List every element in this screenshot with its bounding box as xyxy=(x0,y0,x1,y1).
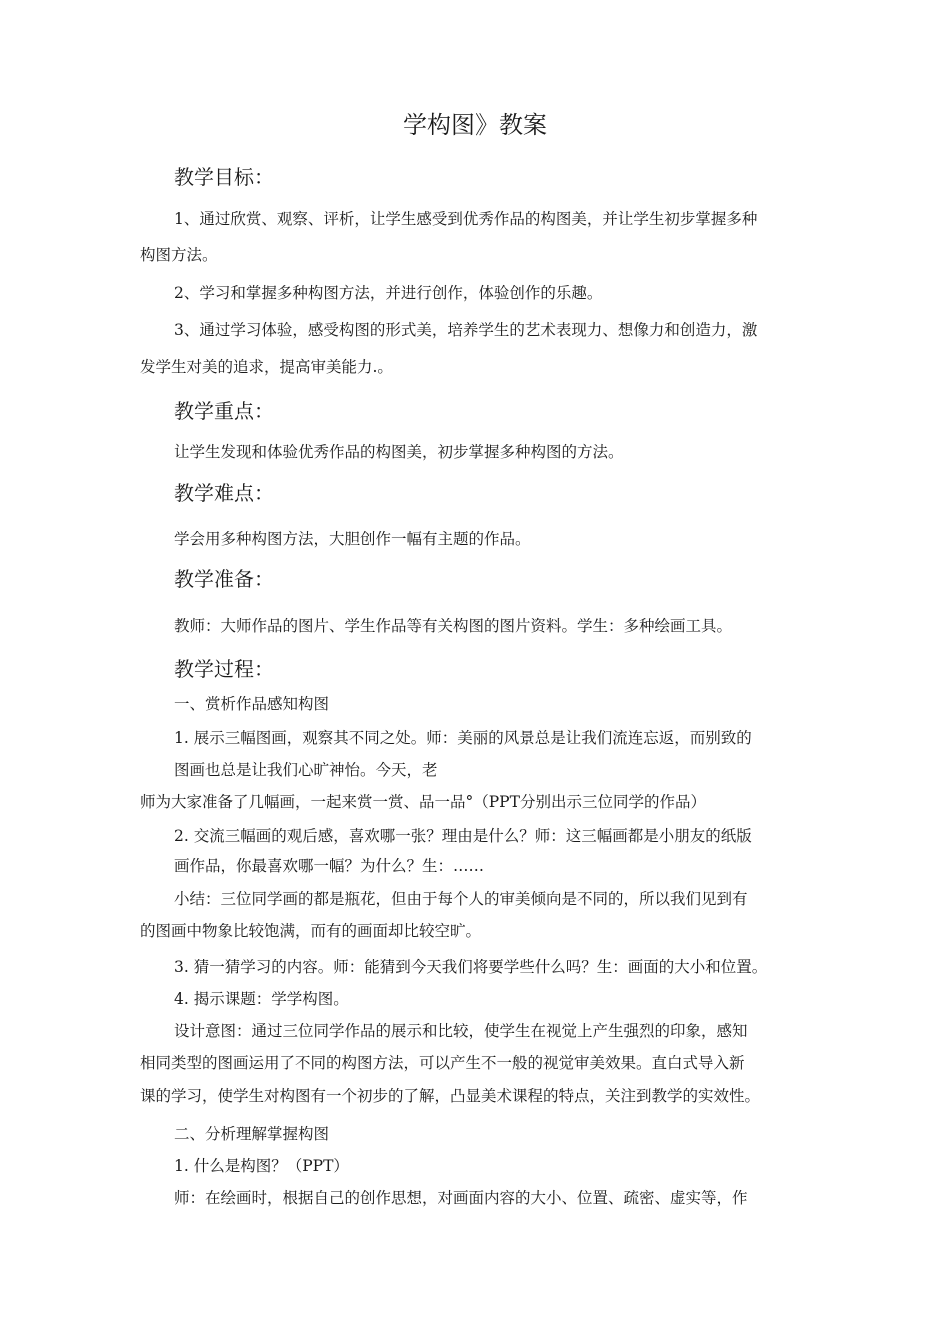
part1-design-line2: 相同类型的图画运用了不同的构图方法，可以产生不一般的视觉审美效果。直白式导入新 xyxy=(140,1054,745,1072)
objective-1-line2: 构图方法。 xyxy=(140,246,218,264)
objective-3-line1: 3、通过学习体验，感受构图的形式美，培养学生的艺术表现力、想像力和创造力，激 xyxy=(174,321,758,339)
part1-design-line3: 课的学习，使学生对构图有一个初步的了解，凸显美术课程的特点，关注到教学的实效性。 xyxy=(140,1087,761,1105)
heading-difficulties: 教学难点： xyxy=(174,481,274,505)
heading-preparation: 教学准备： xyxy=(174,567,274,591)
objective-2: 2、学习和掌握多种构图方法，并进行创作，体验创作的乐趣。 xyxy=(174,284,603,302)
heading-process: 教学过程： xyxy=(174,657,274,681)
part1-step2-line1: 2. 交流三幅画的观后感，喜欢哪一张？理由是什么？师：这三幅画都是小朋友的纸版 xyxy=(174,827,752,845)
part1-step3: 3. 猜一猜学习的内容。师：能猜到今天我们将要学些什么吗？生：画面的大小和位置。 xyxy=(174,958,768,976)
part2-teacher: 师：在绘画时，根据自己的创作思想，对画面内容的大小、位置、疏密、虚实等，作 xyxy=(174,1189,748,1207)
part1-step2-line2: 画作品，你最喜欢哪一幅？为什么？生：…… xyxy=(174,857,485,875)
heading-key-points: 教学重点： xyxy=(174,399,274,423)
part1-step1-line1: 1. 展示三幅图画，观察其不同之处。师：美丽的风景总是让我们流连忘返，而别致的 xyxy=(174,729,752,747)
objective-3-line2: 发学生对美的追求，提高审美能力.。 xyxy=(140,358,393,376)
part1-step1-line3: 师为大家准备了几幅画，一起来赏一赏、品一品°（PPT分别出示三位同学的作品） xyxy=(140,793,706,811)
part1-design-line1: 设计意图：通过三位同学作品的展示和比较，使学生在视觉上产生强烈的印象，感知 xyxy=(174,1022,748,1040)
part1-summary-line2: 的图画中物象比较饱满，而有的画面却比较空旷。 xyxy=(140,922,482,940)
document-title: 学构图》教案 xyxy=(403,111,547,139)
part1-title: 一、赏析作品感知构图 xyxy=(174,695,330,713)
difficulties-text: 学会用多种构图方法，大胆创作一幅有主题的作品。 xyxy=(174,530,531,548)
part1-step1-line2: 图画也总是让我们心旷神怡。今天，老 xyxy=(174,761,438,779)
part2-step1: 1. 什么是构图？（PPT） xyxy=(174,1157,349,1175)
preparation-text: 教师：大师作品的图片、学生作品等有关构图的图片资料。学生：多种绘画工具。 xyxy=(174,617,733,635)
part1-summary-line1: 小结：三位同学画的都是瓶花，但由于每个人的审美倾向是不同的，所以我们见到有 xyxy=(174,890,748,908)
key-points-text: 让学生发现和体验优秀作品的构图美，初步掌握多种构图的方法。 xyxy=(174,443,624,461)
heading-objectives: 教学目标： xyxy=(174,165,274,189)
part1-step4: 4. 揭示课题：学学构图。 xyxy=(174,990,349,1008)
part2-title: 二、分析理解掌握构图 xyxy=(174,1125,330,1143)
objective-1-line1: 1、通过欣赏、观察、评析，让学生感受到优秀作品的构图美，并让学生初步掌握多种 xyxy=(174,210,758,228)
